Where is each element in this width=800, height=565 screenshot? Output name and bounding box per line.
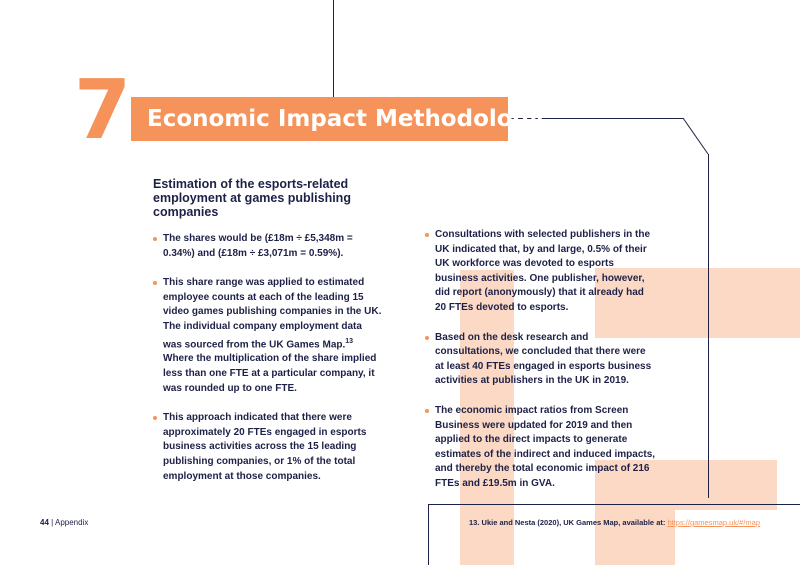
footnote-reference: 13: [345, 337, 354, 345]
bullet-text: The shares would be (£18m ÷ £5,348m = 0.34%) and (£18m ÷ £3,071m = 0.59%).: [163, 233, 353, 259]
page-footer: [40, 518, 88, 527]
chapter-number: 7: [74, 63, 130, 158]
footer-section-name: Appendix: [55, 518, 89, 527]
footnote-text: Ukie and Nesta (2020), UK Games Map, available at:: [481, 518, 666, 527]
bullet-item: [153, 276, 383, 396]
section-heading: Estimation of the esports-related employment at games publishing companies: [153, 177, 351, 219]
bullet-item: [425, 228, 657, 316]
bullet-dot-icon: [153, 281, 157, 285]
bullet-text: The economic impact ratios from Screen Business were updated for 2019 and then applied to the direct impacts to generate estimates of the indirect and induced impacts, and thereby the total economic impact of 216 FTEs and £19.5m in GVA.: [435, 404, 656, 489]
decorative-line-right: [708, 154, 709, 498]
bullet-dot-icon: [425, 336, 429, 340]
decorative-line-bottom-left: [428, 504, 429, 565]
bullet-dot-icon: [153, 237, 157, 241]
bullet-dot-icon: [153, 416, 157, 420]
footnote-number: 13.: [469, 518, 480, 527]
bullet-text: This approach indicated that there were approximately 20 FTEs engaged in esports business activities across the 15 leading publishing companies, or 1% of the total employment at those companies.: [163, 412, 367, 482]
bullet-text-continued: Where the multiplication of the share implied less than one FTE at a particular company, it was rounded up to one FTE.: [163, 353, 377, 394]
bullet-item: [425, 404, 657, 492]
footer-separator: |: [51, 518, 54, 527]
decorative-block-bottom: [460, 505, 514, 565]
footnote-link[interactable]: https://gamesmap.uk/#/map: [667, 518, 760, 527]
left-column: [153, 232, 383, 499]
bullet-item: [425, 331, 657, 389]
footnote: [469, 518, 760, 527]
decorative-line-top: [333, 0, 334, 97]
page-title: Economic Impact Methodology: [147, 106, 545, 132]
decorative-block-bottom-right: [595, 505, 675, 565]
title-bar: [131, 97, 545, 141]
page-number: 44: [40, 518, 49, 527]
bullet-text: Consultations with selected publishers in the UK indicated that, by and large, 0.5% of their UK workforce was devoted to esports business activities. One publisher, however, did report (anonymously) that it already had 20 FTEs devoted to esports.: [435, 229, 651, 313]
bullet-dot-icon: [425, 409, 429, 413]
bullet-dot-icon: [425, 233, 429, 237]
bullet-text: This share range was applied to estimated employee counts at each of the leading 15 video games publishing companies in the UK. The individual company employment data was sourced from the UK Games Map.: [163, 277, 382, 350]
bullet-item: [153, 232, 383, 261]
right-column: [425, 228, 657, 507]
bullet-item: [153, 411, 383, 484]
bullet-text: Based on the desk research and consultations, we concluded that there were at least 40 FTEs engaged in esports business activities at publishers in the UK in 2019.: [435, 331, 652, 387]
